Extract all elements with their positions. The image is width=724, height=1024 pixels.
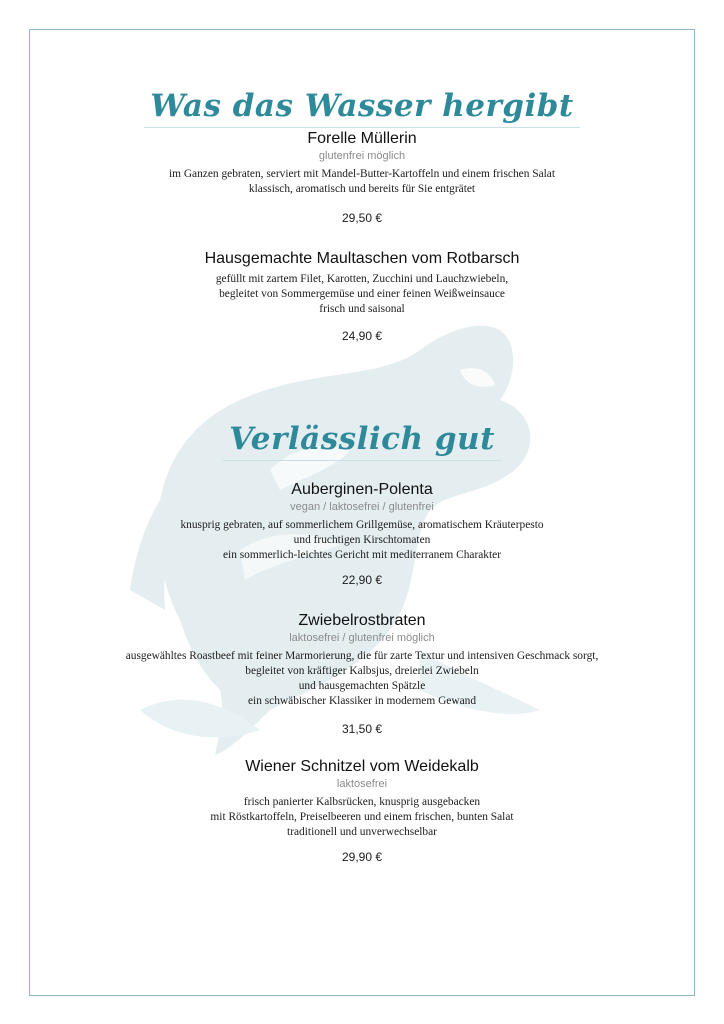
dish-description: ein schwäbischer Klassiker in modernem Gewand bbox=[247, 695, 477, 707]
dish-name: Wiener Schnitzel vom Weidekalb bbox=[245, 758, 479, 775]
dish-price: 29,90 € bbox=[341, 850, 383, 864]
dish-price: 31,50 € bbox=[341, 722, 383, 736]
dish-description: frisch panierter Kalbsrücken, knusprig ausgebacken bbox=[243, 796, 481, 808]
dish-name: Hausgemachte Maultaschen vom Rotbarsch bbox=[204, 250, 520, 267]
section-title: Verlässlich gut bbox=[223, 419, 501, 461]
dish-tags: laktosefrei bbox=[336, 778, 388, 790]
dish-description: frisch und saisonal bbox=[319, 303, 405, 315]
dish-description: traditionell und unverwechselbar bbox=[287, 826, 437, 838]
dish-description: knusprig gebraten, auf sommerlichem Grillgemüse, aromatischem Kräuterpesto bbox=[180, 519, 544, 531]
dish-description: gefüllt mit zartem Filet, Karotten, Zucchini und Lauchzwiebeln, bbox=[215, 273, 509, 285]
dish-description: mit Röstkartoffeln, Preiselbeeren und einem frischen, bunten Salat bbox=[210, 811, 514, 823]
section-title: Was das Wasser hergibt bbox=[144, 86, 579, 128]
dish-description: begleitet von kräftiger Kalbsjus, dreierlei Zwiebeln bbox=[245, 665, 479, 677]
dish-name: Auberginen-Polenta bbox=[291, 481, 433, 498]
dish-item bbox=[29, 480, 695, 563]
dish-price: 29,50 € bbox=[341, 211, 383, 225]
dish-description: und fruchtigen Kirschtomaten bbox=[293, 534, 431, 546]
dish-description: begleitet von Sommergemüse und einer feinen Weißweinsauce bbox=[219, 288, 505, 300]
dish-item bbox=[29, 757, 695, 840]
dish-description: im Ganzen gebraten, serviert mit Mandel-Butter-Kartoffeln und einem frischen Salat bbox=[168, 168, 556, 180]
dish-tags: laktosefrei / glutenfrei möglich bbox=[289, 632, 435, 644]
dish-name: Zwiebelrostbraten bbox=[298, 612, 426, 629]
dish-description: klassisch, aromatisch und bereits für Sie entgrätet bbox=[248, 183, 476, 195]
dish-item bbox=[29, 611, 695, 709]
dish-name: Forelle Müllerin bbox=[307, 130, 417, 147]
dish-item bbox=[29, 249, 695, 317]
dish-description: und hausgemachten Spätzle bbox=[298, 680, 426, 692]
dish-description: ausgewähltes Roastbeef mit feiner Marmorierung, die für zarte Textur und intensiven Geschmack sorgt, bbox=[125, 650, 599, 662]
dish-tags: glutenfrei möglich bbox=[318, 150, 406, 162]
dish-price: 22,90 € bbox=[341, 573, 383, 587]
dish-description: ein sommerlich-leichtes Gericht mit mediterranem Charakter bbox=[222, 549, 501, 561]
dish-price: 24,90 € bbox=[341, 329, 383, 343]
dish-tags: vegan / laktosefrei / glutenfrei bbox=[290, 501, 434, 513]
dish-item bbox=[29, 129, 695, 197]
